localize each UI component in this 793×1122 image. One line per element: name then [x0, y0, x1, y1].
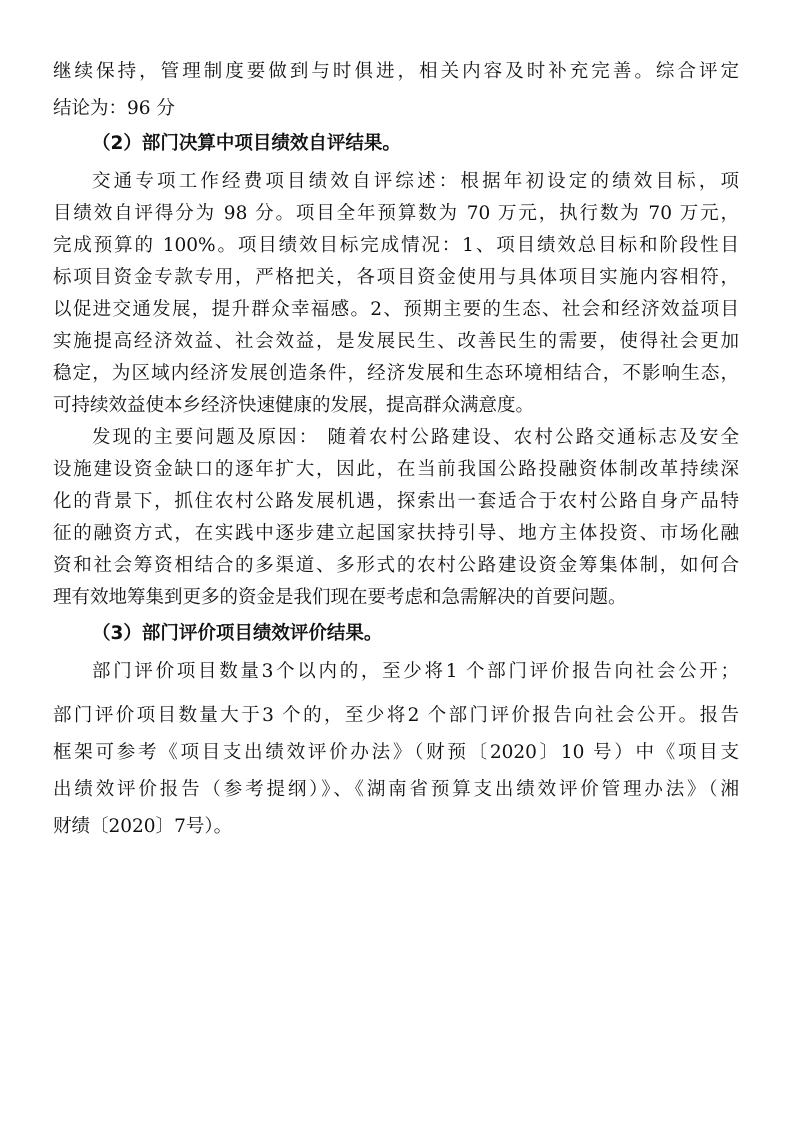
paragraph-line: 部门评价项目数量3个以内的，至少将1 个部门评价报告向社会公开；: [92, 661, 739, 682]
paragraph-line: 财绩〔2020〕7号）。: [53, 816, 233, 837]
paragraph-line: 可持续效益使本乡经济快速健康的发展，提高群众满意度。: [53, 395, 535, 416]
paragraph-line: 出绩效评价报告（参考提纲）》、《湖南省预算支出绩效评价管理办法》（湘: [53, 779, 739, 800]
intro-line: 继续保持，管理制度要做到与时俱进，相关内容及时补充完善。综合评定: [53, 61, 739, 82]
paragraph-line: 标项目资金专款专用，严格把关，各项目资金使用与具体项目实施内容相符，: [53, 267, 739, 288]
paragraph-line: 部门评价项目数量大于3 个的，至少将2 个部门评价报告向社会公开。报告: [53, 705, 739, 726]
section-2-heading: （2）部门决算中项目绩效自评结果。: [92, 133, 401, 154]
paragraph-line: 完成预算的 100%。项目绩效目标完成情况：1、项目绩效总目标和阶段性目: [53, 235, 739, 256]
paragraph-line: 稳定，为区域内经济发展创造条件，经济发展和生态环境相结合，不影响生态，: [53, 363, 739, 384]
paragraph-line: 设施建设资金缺口的逐年扩大，因此，在当前我国公路投融资体制改革持续深: [53, 459, 739, 480]
section-3-heading: （3）部门评价项目绩效评价结果。: [92, 623, 383, 644]
paragraph-line: 发现的主要问题及原因： 随着农村公路建设、农村公路交通标志及安全: [92, 427, 739, 448]
paragraph-line: 征的融资方式，在实践中逐步建立起国家扶持引导、地方主体投资、市场化融: [53, 523, 739, 544]
paragraph-line: 化的背景下，抓住农村公路发展机遇，探索出一套适合于农村公路自身产品特: [53, 491, 739, 512]
intro-line: 结论为：96 分: [53, 98, 175, 119]
paragraph-line: 实施提高经济效益、社会效益，是发展民生、改善民生的需要，使得社会更加: [53, 331, 739, 352]
paragraph-line: 以促进交通发展，提升群众幸福感。2、预期主要的生态、社会和经济效益项目: [53, 299, 739, 320]
paragraph-line: 资和社会筹资相结合的多渠道、多形式的农村公路建设资金筹集体制，如何合: [53, 555, 739, 576]
paragraph-line: 框架可参考《项目支出绩效评价办法》（财预〔2020〕10 号）中《项目支: [53, 742, 739, 763]
paragraph-line: 目绩效自评得分为 98 分。项目全年预算数为 70 万元，执行数为 70 万元，: [53, 203, 739, 224]
paragraph-line: 交通专项工作经费项目绩效自评综述：根据年初设定的绩效目标，项: [92, 171, 739, 192]
paragraph-line: 理有效地筹集到更多的资金是我们现在要考虑和急需解决的首要问题。: [53, 587, 627, 608]
